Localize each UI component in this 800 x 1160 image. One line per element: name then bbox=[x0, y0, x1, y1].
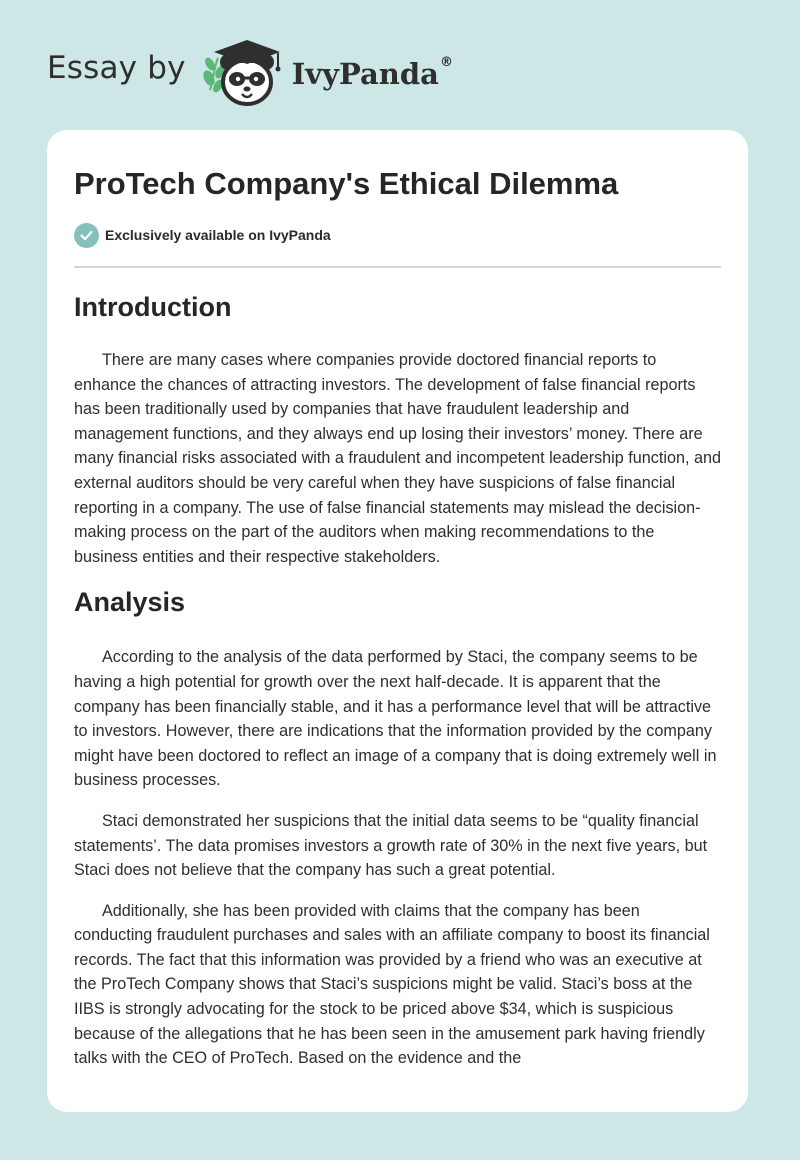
section-heading-introduction: Introduction bbox=[74, 292, 232, 322]
exclusive-badge-text: Exclusively available on IvyPanda bbox=[105, 227, 331, 243]
check-icon bbox=[74, 223, 99, 248]
registered-mark: ® bbox=[439, 55, 453, 70]
site-header bbox=[47, 34, 453, 110]
exclusive-badge bbox=[74, 222, 721, 248]
brand-name[interactable]: IvyPanda® bbox=[291, 55, 453, 91]
panda-graduate-logo-icon[interactable] bbox=[200, 34, 286, 110]
section-heading-analysis: Analysis bbox=[74, 587, 186, 618]
analysis-paragraph-1: According to the analysis of the data performed by Staci, the company seems to be having a high potential for growth over the next half-decade. It is apparent that the company has been financially stable, and it has a performance level that will be attractive to investors. However, there are indications that the information provided by the company might have been doctored to reflect an image of a company that is doing extremely well in business processes. bbox=[74, 648, 717, 790]
introduction-paragraph: There are many cases where companies provide doctored financial reports to enhance the chances of attracting investors. The development of false financial reports has been traditionally used by companies that have fraudulent leadership and management functions, and they always end up losing their investors’ money. There are many financial risks associated with a fraudulent and incompetent leadership function, and external auditors should be very careful when they have suspicions of false financial reporting in a company. The use of false financial statements may mislead the decision-making process on the part of the auditors when making recommendations to the business entities and their respective stakeholders. bbox=[74, 351, 721, 566]
brand-prefix: Essay by bbox=[47, 50, 186, 86]
essay-card bbox=[47, 130, 748, 1112]
essay-content bbox=[47, 130, 748, 1071]
analysis-paragraph-3: Additionally, she has been provided with claims that the company has been conducting fraudulent purchases and sales with an affiliate company to boost its financial records. The fact that this information was provided by a friend who was an executive at the ProTech Company shows that Staci’s suspicions might be valid. Staci’s boss at the IIBS is strongly advocating for the stock to be priced above $34, which is suspicious because of the allegations that he has been seen in the amusement park having friendly talks with the CEO of ProTech. Based on the evidence and the bbox=[74, 901, 710, 1068]
essay-title: ProTech Company's Ethical Dilemma bbox=[74, 166, 619, 201]
analysis-paragraph-2: Staci demonstrated her suspicions that the initial data seems to be “quality financial statements’. The data promises investors a growth rate of 30% in the next five years, but Staci does not believe that the company has such a great potential. bbox=[74, 811, 708, 880]
title-divider bbox=[74, 266, 721, 268]
